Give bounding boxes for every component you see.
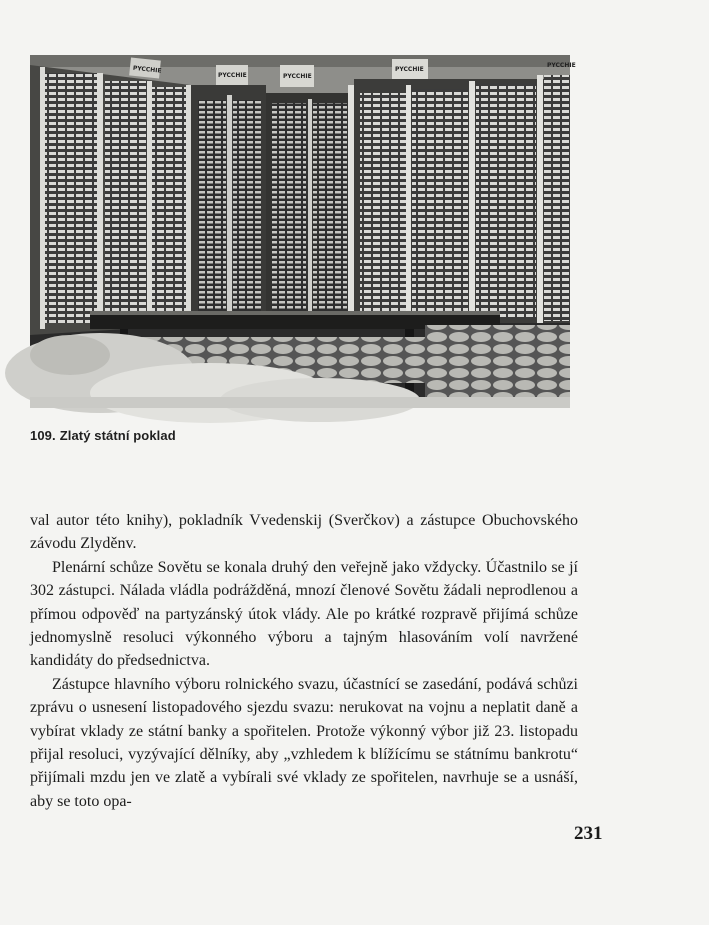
plaque-label: PYCCHIE <box>283 73 312 80</box>
page-number: 231 <box>574 823 603 844</box>
figure-caption <box>30 428 176 443</box>
paragraph: val autor této knihy), pokladník Vvedenskij (Sverčkov) a zástupce Obuchovského závodu Zlyděnv. <box>30 512 578 553</box>
plaque-label: PYCCHIE <box>395 66 424 73</box>
plaque-label: PYCCHIE <box>218 72 247 79</box>
figure-number: 109. <box>30 428 56 443</box>
plaque-label: PYCCHIE <box>132 64 162 75</box>
paragraph: Plenární schůze Sovětu se konala druhý den veřejně jako vždycky. Účastnilo se jí 302 zástupci. Nálada vládla podrážděná, mnozí členové Sovětu žádali neprodlenou a přímou odpověď na partyzánský útok vlády. Ale po krátké rozpravě přijímá schůze jednomyslně resoluci výkonného výboru a tajným hlasováním volí navržené kandidáty do předsednictva. <box>30 558 578 670</box>
figure-caption-text: Zlatý státní poklad <box>59 428 176 443</box>
paragraph: Zástupce hlavního výboru rolnického svazu, účastnící se zasedání, podává schůzi zprávu o usnesení listopadového sjezdu svazu: nerukovat na vojnu a neplatit daně a vybírat vklady ze státní banky a spořitelen. Protože výkonný výbor již 23. listopadu přijal resoluci, vyzývající dělníky, aby „vzhledem k blížícímu se státnímu bankrotu“ přijímali mzdu jen ve zlatě a vybírali své vklady ze spořitelen, navrhuje se a usnáší, aby se toto opa- <box>30 675 578 810</box>
plaque-label: PYCCHIE <box>547 62 576 69</box>
body-text <box>30 509 578 813</box>
vault-photograph <box>30 55 576 408</box>
